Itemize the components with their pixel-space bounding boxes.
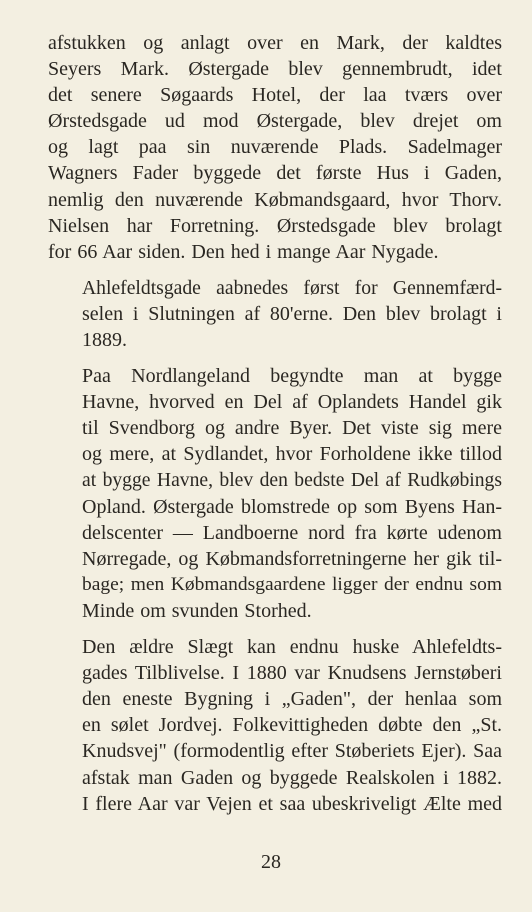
text-line: Minde om svunden Storhed. bbox=[82, 599, 312, 622]
page-number: 28 bbox=[261, 851, 281, 873]
text-line: det senere Søgaards Hotel, der laa tværs over bbox=[48, 84, 502, 107]
text-line: og lagt paa sin nuværende Plads. Sadelmager bbox=[48, 136, 502, 159]
text-line: Nørregade, og Købmandsforretningerne her gik til- bbox=[82, 547, 502, 570]
body-text bbox=[48, 30, 502, 817]
text-line: og mere, at Sydlandet, hvor Forholdene ikke tillod bbox=[82, 443, 502, 466]
text-line: Havne, hvorved en Del af Oplandets Handel gik bbox=[82, 391, 502, 414]
text-line: Seyers Mark. Østergade blev gennembrudt, idet bbox=[48, 58, 502, 81]
text-line: gades Tilblivelse. I 1880 var Knudsens Jernstøberi bbox=[82, 662, 502, 685]
text-line: Opland. Østergade blomstrede op som Byens Han- bbox=[82, 495, 502, 518]
text-line: Paa Nordlangeland begyndte man at bygge bbox=[82, 365, 502, 388]
text-line: 1889. bbox=[82, 329, 127, 352]
text-line: nemlig den nuværende Købmandsgaard, hvor Thorv. bbox=[48, 188, 502, 211]
text-line: Ahlefeldtsgade aabnedes først for Gennemfærd- bbox=[82, 276, 502, 299]
text-line: Wagners Fader byggede det første Hus i Gaden, bbox=[48, 162, 502, 185]
text-line: bage; men Købmandsgaardene ligger der endnu som bbox=[82, 573, 502, 595]
text-line: Nielsen har Forretning. Ørstedsgade blev brolagt bbox=[48, 214, 502, 237]
text-line: delscenter — Landboerne nord fra kørte udenom bbox=[82, 521, 502, 544]
text-line: for 66 Aar siden. Den hed i mange Aar Nygade. bbox=[48, 240, 439, 263]
paragraph-4 bbox=[48, 634, 502, 817]
text-line: I flere Aar var Vejen et saa ubeskriveligt Ælte med bbox=[82, 792, 502, 815]
paragraph-3 bbox=[48, 363, 502, 624]
text-line: afstukken og anlagt over en Mark, der kaldtes bbox=[48, 32, 502, 54]
text-line: en sølet Jordvej. Folkevittigheden døbte den „St. bbox=[82, 714, 502, 737]
text-line: Knudsvej" (formodentlig efter Støberiets Ejer). Saa bbox=[82, 740, 502, 763]
text-line: selen i Slutningen af 80'erne. Den blev brolagt i bbox=[82, 302, 502, 325]
text-line: afstak man Gaden og byggede Realskolen i 1882. bbox=[82, 766, 502, 789]
paragraph-1 bbox=[48, 30, 502, 265]
text-line: at bygge Havne, blev den bedste Del af Rudkøbings bbox=[82, 469, 502, 491]
text-line: til Svendborg og andre Byer. Det viste sig mere bbox=[82, 417, 502, 440]
text-line: den eneste Bygning i „Gaden", der henlaa som bbox=[82, 688, 502, 711]
text-line: Den ældre Slægt kan endnu huske Ahlefeldts- bbox=[82, 636, 502, 659]
paragraph-2 bbox=[48, 275, 502, 353]
text-line: Ørstedsgade ud mod Østergade, blev drejet om bbox=[48, 110, 502, 133]
